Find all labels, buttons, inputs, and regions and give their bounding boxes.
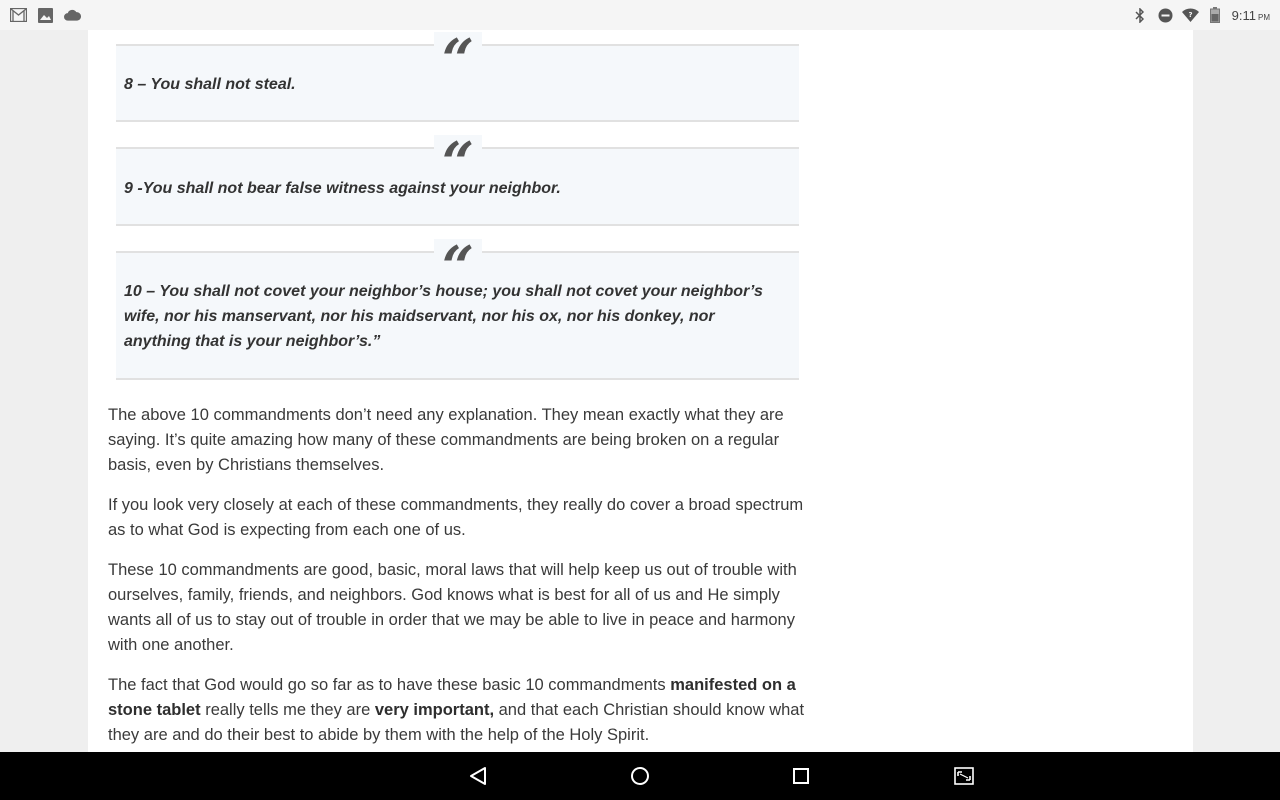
bold-text: manifested on a stone tablet bbox=[108, 676, 796, 719]
status-right bbox=[1132, 7, 1280, 24]
fullscreen-button[interactable] bbox=[952, 764, 976, 788]
home-button[interactable] bbox=[628, 764, 652, 788]
battery-icon bbox=[1207, 7, 1224, 24]
navigation-bar bbox=[0, 752, 1280, 800]
text-run: The fact that God would go so far as to have these basic 10 commandments bbox=[108, 676, 671, 694]
text-run: really tells me they are bbox=[200, 701, 375, 719]
status-left bbox=[0, 7, 81, 24]
svg-text:?: ? bbox=[1188, 11, 1193, 19]
quote-mark-icon: “ bbox=[434, 239, 482, 275]
body-paragraph bbox=[108, 673, 808, 748]
bluetooth-icon bbox=[1132, 7, 1149, 24]
do-not-disturb-icon bbox=[1157, 7, 1174, 24]
wifi-icon bbox=[1182, 7, 1199, 24]
text-run: and that each Christian should know what they are and do their best to abide by them with the help of the Holy Spirit. bbox=[108, 701, 805, 744]
cloud-icon bbox=[64, 7, 81, 24]
status-time: 9:11 PM bbox=[1231, 7, 1270, 23]
blockquote bbox=[116, 30, 799, 122]
recents-square-icon bbox=[792, 767, 810, 785]
quote-mark-icon: “ bbox=[434, 32, 482, 68]
status-bar bbox=[0, 0, 1280, 30]
recents-button[interactable] bbox=[789, 764, 813, 788]
quote-text: 10 – You shall not covet your neighbor’s house; you shall not covet your neighbor’s wife, nor his manservant, nor his maidservant, nor his ox, nor his donkey, nor anything that is your neighbor’s.” bbox=[124, 283, 763, 350]
back-triangle-icon bbox=[469, 766, 487, 786]
quote-text: 8 – You shall not steal. bbox=[124, 76, 296, 93]
fullscreen-icon bbox=[954, 767, 974, 785]
quote-mark-icon: “ bbox=[434, 135, 482, 171]
body-paragraph: These 10 commandments are good, basic, moral laws that will help keep us out of trouble with ourselves, family, friends, and neighbors. God knows what is best for all of us and He simply wants all of us to stay out of trouble in order that we may be able to live in peace and harmony with one another. bbox=[108, 561, 797, 654]
article-page bbox=[88, 30, 1193, 752]
bold-text: very important, bbox=[374, 701, 495, 719]
gmail-icon bbox=[10, 7, 27, 24]
body-paragraph: The above 10 commandments don’t need any explanation. They mean exactly what they are saying. It’s quite amazing how many of these commandments are being broken on a regular basis, even by Christians themselves. bbox=[108, 406, 784, 474]
quote-text: 9 -You shall not bear false witness against your neighbor. bbox=[124, 180, 561, 197]
home-circle-icon bbox=[630, 766, 650, 786]
gallery-icon bbox=[37, 7, 54, 24]
blockquote bbox=[116, 130, 799, 226]
back-button[interactable] bbox=[466, 764, 490, 788]
body-paragraph: If you look very closely at each of these commandments, they really do cover a broad spectrum as to what God is expecting from each one of us. bbox=[108, 496, 804, 539]
blockquote bbox=[116, 234, 799, 380]
